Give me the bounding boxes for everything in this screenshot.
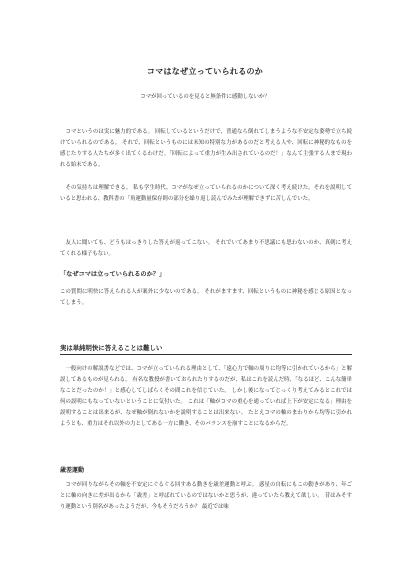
paragraph-intro: コマというのは実に魅力的である。 回転しているというだけで、普通なら倒れてしまうような不安定な姿勢で立ち続けていられるのである。 それで、回転というものには未知の特別な力があるのだと考える人や、回転に神秘的なものを感じたりする人たちが多く出てくるわけだ。「回転によって重力が生み出されているのだ！」なんて主張する人まで現われる始末である。: [60, 129, 352, 168]
paragraph-precession: コマが回りながらその軸を不安定にぐるぐる回すある動きを歳差運動と呼ぶ。 惑星の自転にもこの動きがあり、年ごとに軸の向きに差が出るから「歳差」と呼ばれているのではないかと思うが、違っていたら教えて欲しい。 昔はみそすり運動という別名があったようだが、今もそうだろうか？ 最近では味: [60, 482, 352, 510]
paragraph-question: この質問に明快に答えられる人が案外に少ないのである。 それがますます、回転というものに神秘を感じる原因となってしまう。: [60, 289, 352, 306]
paragraph-explanation: 一般向けの解説書などでは、コマが立っていられる理由として、「遠心力で軸の周りに均等に引かれているから」と解説してあるものが見られる。 有名な教授が書いておられたりするのだが、私はこれを読んだ時、「なるほど、こんな簡単なことだったのか！」と感心してしばらくその間これを信じていた。 しかし後になってじっくり考えてみるとこれでは何の説明にもなっていないということに気付いた。 これは「軸がコマの重心を通っていれば上下が安定になる」理由を説明することは出来るが、なぜ軸が倒れないかを説明することは出来ない。 たとえコマの軸のまわりから均等に引かれようとも、重力はそれ以外の力としてある一方に働き、そのバランスを崩すことになるからだ。: [60, 366, 352, 427]
sub-heading-precession: 歳差運動: [60, 467, 85, 474]
page-subtitle: コマが回っているのを見ると無条件に感動しないか？: [140, 94, 270, 100]
page-title: コマはなぜ立っていられるのか: [146, 67, 264, 76]
paragraph-friends: 友人に聞いても、どうもはっきりした答えが返ってこない。 それでいてあまり不思議にも思わないのか、真剣に考えてくれる様子もない。: [60, 240, 352, 257]
paragraph-student-days: その気持ちは理解できる。 私も学生時代、コマがなぜ立っていられるのかについて深く考え続けた。それを説明していると思われる、教科書の「角運動量保存則の部分を繰り返し読んでみたが理解できずに苦しんでいた。: [60, 185, 352, 202]
section-heading: 実は単純明快に答えることは難しい: [60, 343, 352, 355]
quote-heading: 「なぜコマは立っていられるのか？」: [60, 271, 166, 278]
